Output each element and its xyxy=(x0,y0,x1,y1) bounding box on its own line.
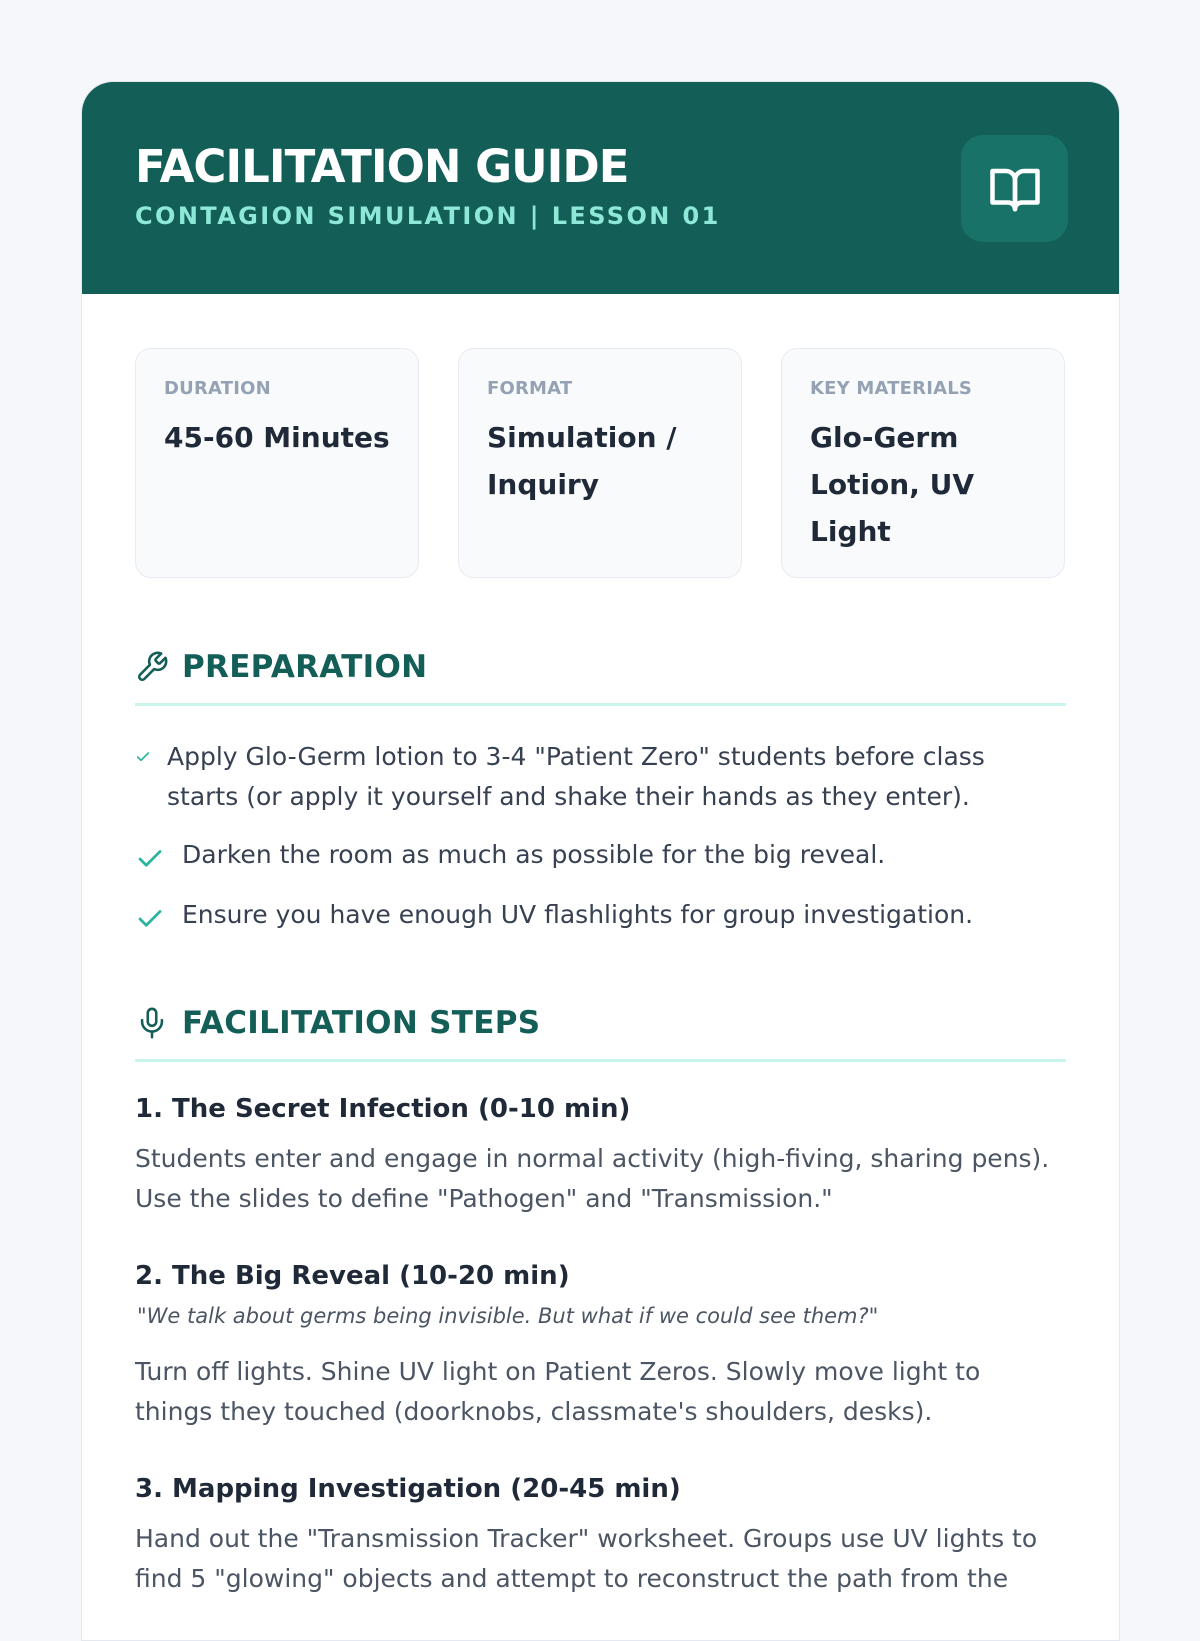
prep-item-text: Apply Glo-Germ lotion to 3-4 "Patient Zero" students before class starts (or apply it yourself and shake their hands as they enter). xyxy=(167,742,985,811)
step-title: 3. Mapping Investigation (20-45 min) xyxy=(135,1474,681,1504)
steps-header xyxy=(135,1006,1066,1062)
step-body: Students enter and engage in normal activity (high-fiving, sharing pens). Use the slides to define "Pathogen" and "Transmission." xyxy=(135,1144,1050,1213)
step-title: 2. The Big Reveal (10-20 min) xyxy=(135,1261,570,1291)
meta-value: 45-60 Minutes xyxy=(164,421,390,454)
step-body: Hand out the "Transmission Tracker" worksheet. Groups use UV lights to find 5 "glowing" objects and attempt to reconstruct the path from the xyxy=(135,1524,1038,1593)
check-icon xyxy=(135,749,151,765)
meta-label: FORMAT xyxy=(487,378,573,399)
page-title: FACILITATION GUIDE xyxy=(135,140,629,193)
section-title: FACILITATION STEPS xyxy=(182,1005,541,1041)
facilitation-guide-card xyxy=(81,81,1120,1641)
meta-value: Glo-Germ Lotion, UV Light xyxy=(810,421,975,548)
section-title: PREPARATION xyxy=(182,649,428,685)
check-icon xyxy=(135,904,165,934)
meta-card-materials xyxy=(781,348,1065,578)
guide-header xyxy=(82,82,1119,294)
prep-item-text: Ensure you have enough UV flashlights for group investigation. xyxy=(182,900,974,929)
book-open-icon xyxy=(988,162,1042,216)
step-quote: "We talk about germs being invisible. But what if we could see them?" xyxy=(137,1304,879,1328)
check-icon xyxy=(135,844,165,874)
preparation-header xyxy=(135,650,1066,706)
wrench-icon xyxy=(135,650,169,684)
step-title: 1. The Secret Infection (0-10 min) xyxy=(135,1094,631,1124)
microphone-icon xyxy=(135,1006,169,1040)
book-button[interactable] xyxy=(961,135,1068,242)
prep-item-text: Darken the room as much as possible for the big reveal. xyxy=(182,840,886,869)
step-body: Turn off lights. Shine UV light on Patient Zeros. Slowly move light to things they touched (doorknobs, classmate's shoulders, desks). xyxy=(135,1357,981,1426)
meta-label: KEY MATERIALS xyxy=(810,378,973,399)
meta-card-duration xyxy=(135,348,419,578)
meta-label: DURATION xyxy=(164,378,271,399)
page-subtitle: CONTAGION SIMULATION | LESSON 01 xyxy=(135,202,721,230)
meta-card-format xyxy=(458,348,742,578)
meta-value: Simulation / Inquiry xyxy=(487,421,677,501)
